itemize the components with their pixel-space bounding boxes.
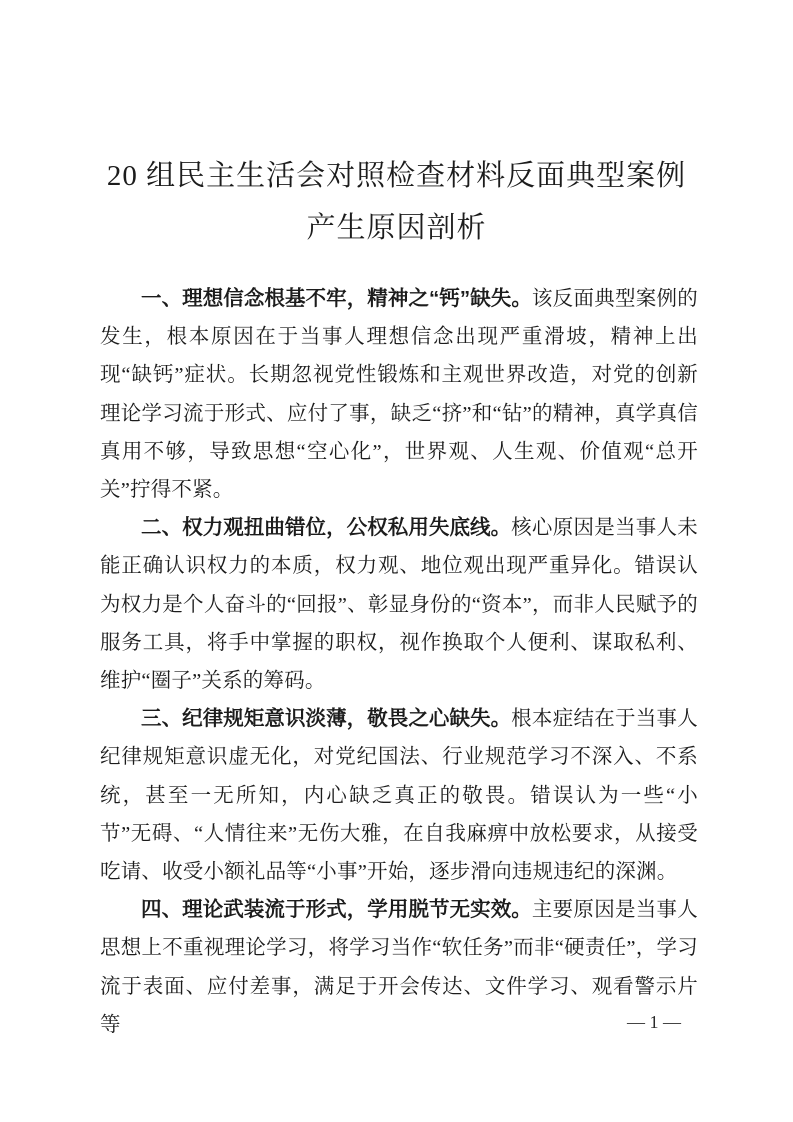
page-number: — 1 — — [627, 1012, 681, 1032]
paragraph — [100, 700, 698, 891]
paragraph-body: 根本症结在于当事人纪律规矩意识虚无化，对党纪国法、行业规范学习不深入、不系统，甚至一无所知，内心缺乏真正的敬畏。错误认为一些“小节”无碍、“人情往来”无伤大雅，在自我麻痹中放松要求，从接受吃请、收受小额礼品等“小事”开始，逐步滑向违规违纪的深渊。 — [100, 708, 698, 884]
paragraph-body: 该反面典型案例的发生，根本原因在于当事人理想信念出现严重滑坡，精神上出现“缺钙”症状。长期忽视党性锻炼和主观世界改造，对党的创新理论学习流于形式、应付了事，缺乏“挤”和“钻”的精神，真学真信真用不够，导致思想“空心化”，世界观、人生观、价值观“总开关”拧得不紧。 — [100, 288, 698, 502]
title-line-2: 产生原因剖析 — [306, 212, 487, 244]
paragraph-body: 主要原因是当事人思想上不重视理论学习，将学习当作“软任务”而非“硬责任”，学习流于表面、应付差事，满足于开会传达、文件学习、观看警示片等 — [100, 899, 698, 1036]
paragraph-lead: 二、权力观扭曲错位，公权私用失底线。 — [141, 516, 512, 540]
paragraph-lead: 四、理论武装流于形式，学用脱节无实效。 — [141, 898, 532, 922]
paragraph-body: 核心原因是当事人未能正确认识权力的本质，权力观、地位观出现严重异化。错误认为权力是个人奋斗的“回报”、彰显身份的“资本”，而非人民赋予的服务工具，将手中掌握的职权，视作换取个人便利、谋取私利、维护“圈子”关系的筹码。 — [100, 517, 698, 693]
paragraph — [100, 280, 698, 509]
document-title — [56, 150, 737, 254]
page-footer — [627, 1008, 681, 1036]
paragraph-lead: 一、理想信念根基不牢，精神之“钙”缺失。 — [141, 287, 532, 310]
title-line-1: 20 组民主生活会对照检查材料反面典型案例 — [106, 160, 687, 192]
paragraph-lead: 三、纪律规矩意识淡薄，敬畏之心缺失。 — [141, 707, 512, 731]
paragraph — [100, 891, 698, 1044]
paragraph — [100, 509, 698, 700]
document-body — [100, 280, 698, 1044]
